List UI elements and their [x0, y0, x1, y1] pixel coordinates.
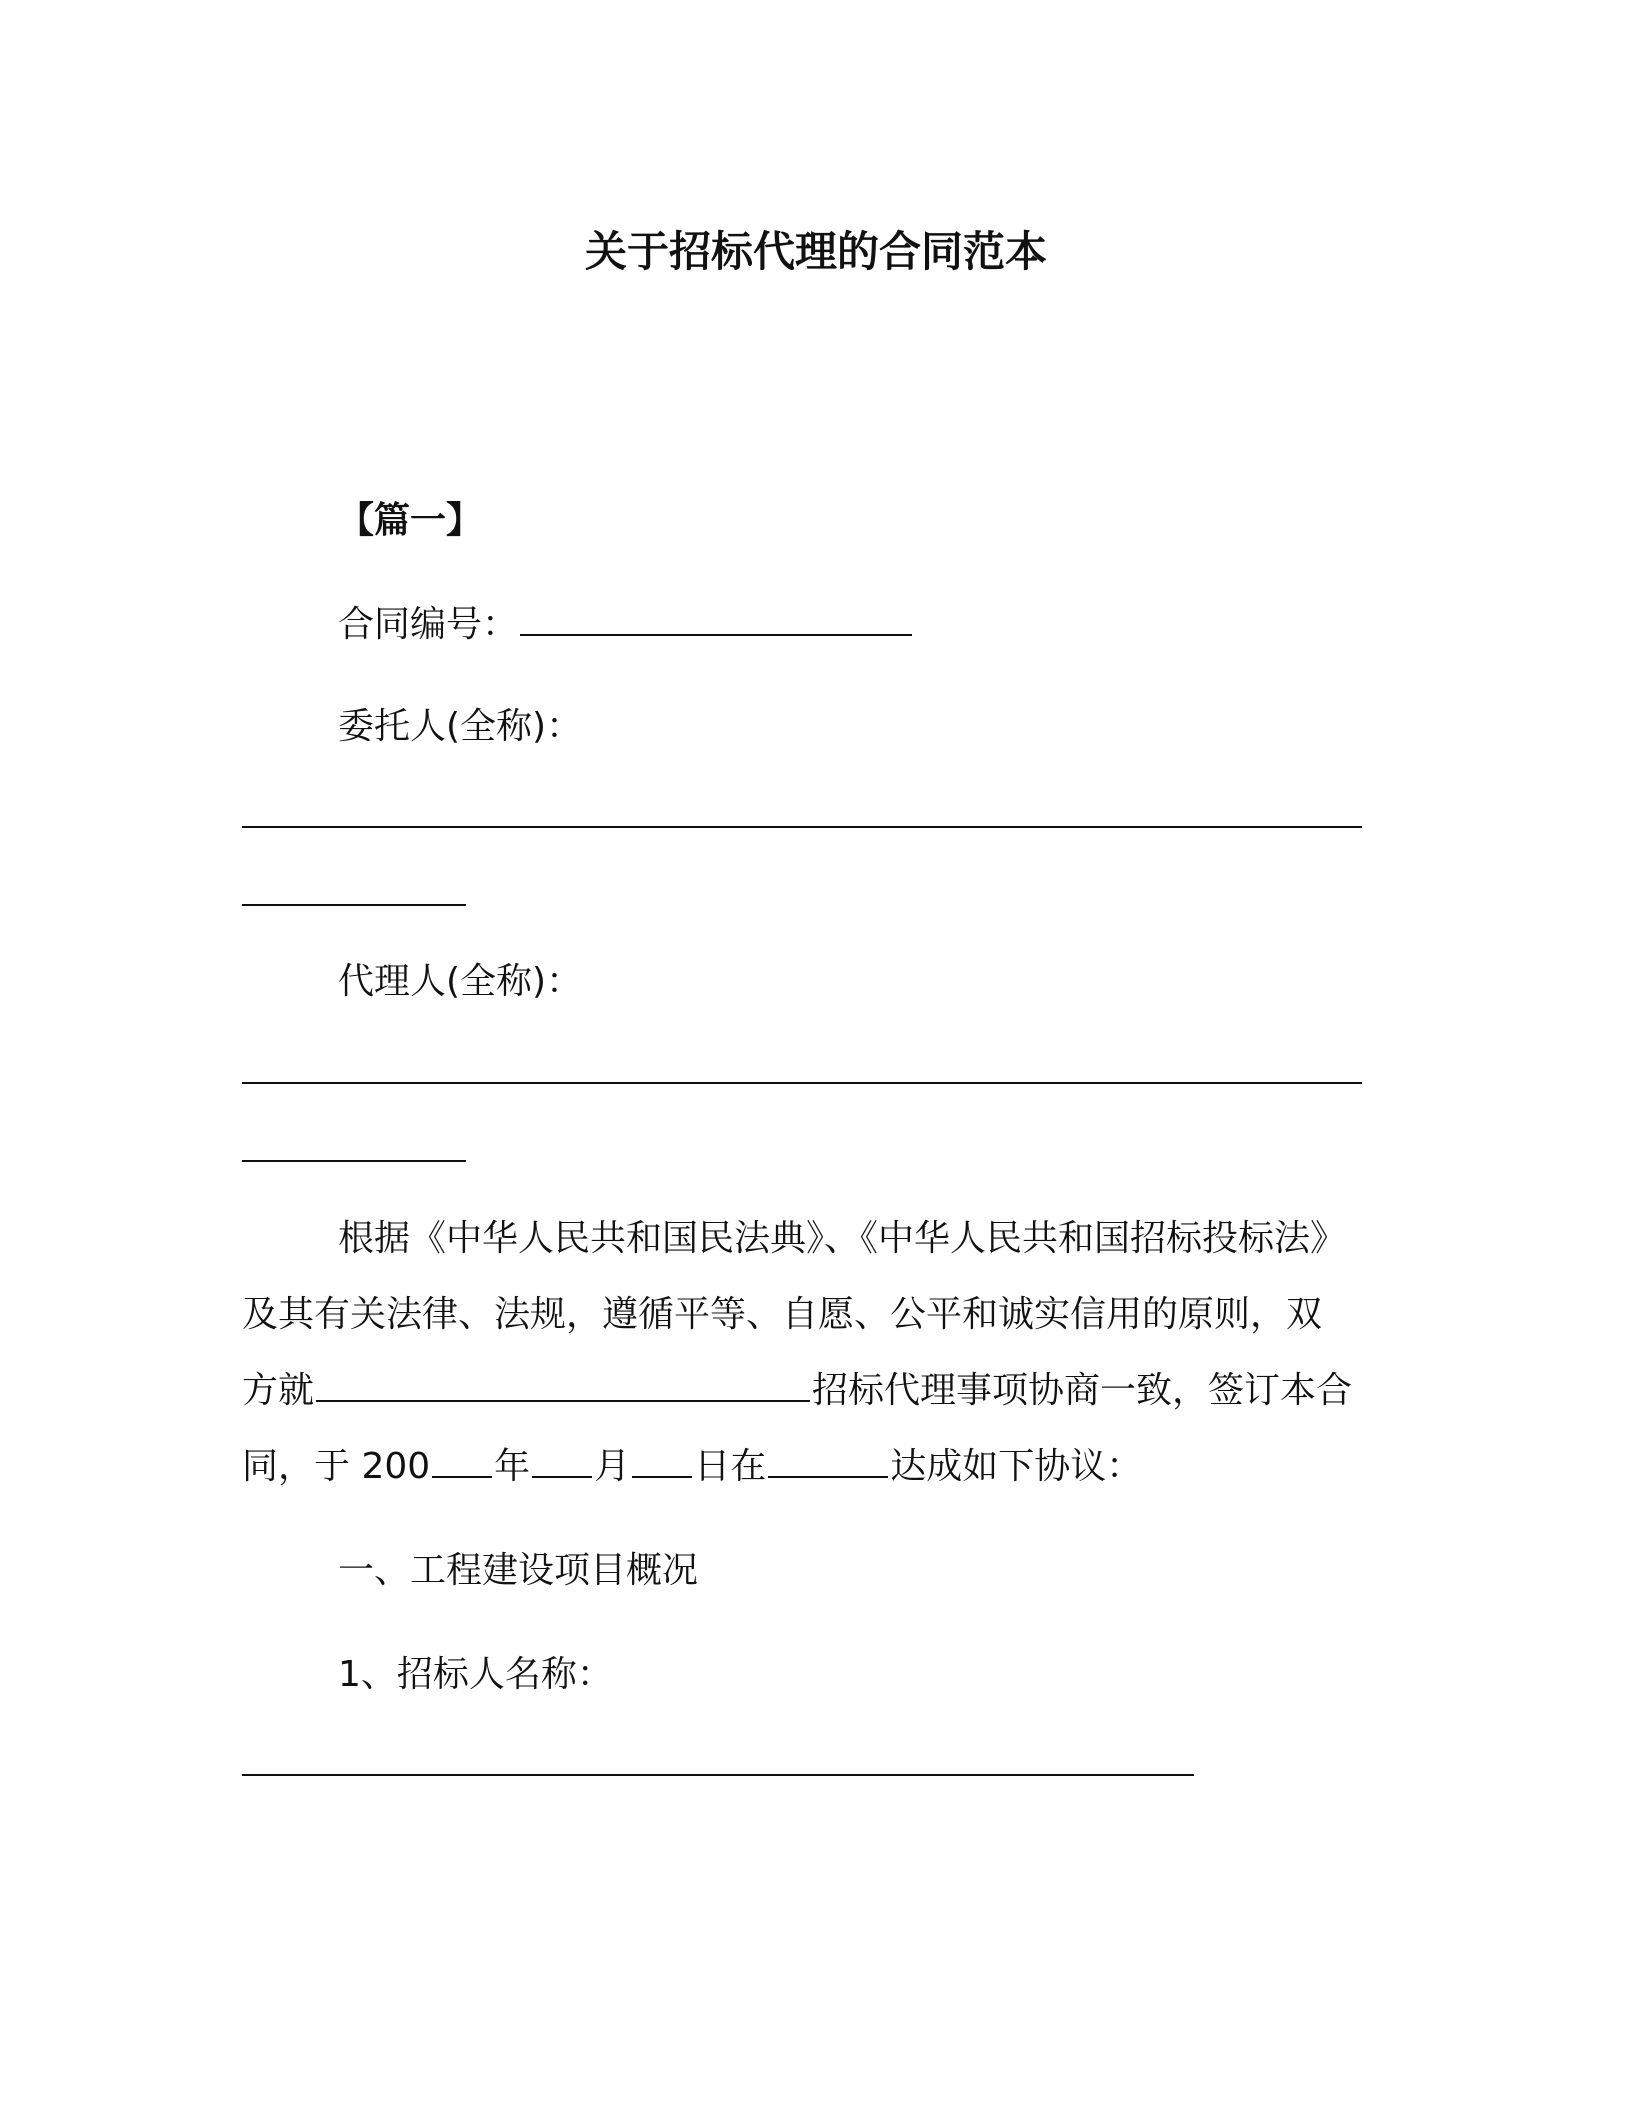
contract-number-blank	[520, 604, 912, 636]
agent-label: 代理人(全称)：	[338, 961, 583, 1002]
date-prefix: 同，于 200	[242, 1446, 431, 1487]
paragraph-line-2: 及其有关法律、法规，遵循平等、自愿、公平和诚实信用的原则，双	[242, 1294, 1323, 1335]
year-label: 年	[494, 1446, 531, 1487]
document-title: 关于招标代理的合同范本	[584, 227, 1047, 276]
paragraph-line-4	[242, 1440, 1142, 1494]
month-blank	[532, 1446, 592, 1478]
agent-blank-line-2	[242, 1160, 466, 1162]
section-marker: 【篇一】	[338, 500, 483, 541]
tenderer-name-blank	[242, 1774, 1194, 1776]
contract-number-label: 合同编号：	[338, 604, 519, 645]
contract-number-line	[338, 598, 914, 652]
item-1-label: 1、招标人名称：	[338, 1654, 613, 1695]
agent-blank-line-1	[242, 1082, 1362, 1084]
paragraph-line-1: 根据《中华人民共和国民法典》、《中华人民共和国招标投标法》	[338, 1218, 1347, 1259]
client-label: 委托人(全称)：	[338, 706, 583, 747]
day-label: 日在	[694, 1446, 767, 1487]
client-blank-line-1	[242, 826, 1362, 828]
date-suffix: 达成如下协议：	[890, 1446, 1143, 1487]
paragraph-line-3	[242, 1364, 1352, 1418]
place-blank	[768, 1446, 888, 1478]
paragraph-line-3-prefix: 方就	[242, 1370, 315, 1411]
section-1-heading: 一、工程建设项目概况	[338, 1550, 699, 1591]
project-blank	[316, 1370, 810, 1402]
year-blank	[432, 1446, 492, 1478]
month-label: 月	[594, 1446, 631, 1487]
paragraph-line-3-suffix: 招标代理事项协商一致，签订本合	[812, 1370, 1353, 1411]
day-blank	[632, 1446, 692, 1478]
client-blank-line-2	[242, 904, 466, 906]
